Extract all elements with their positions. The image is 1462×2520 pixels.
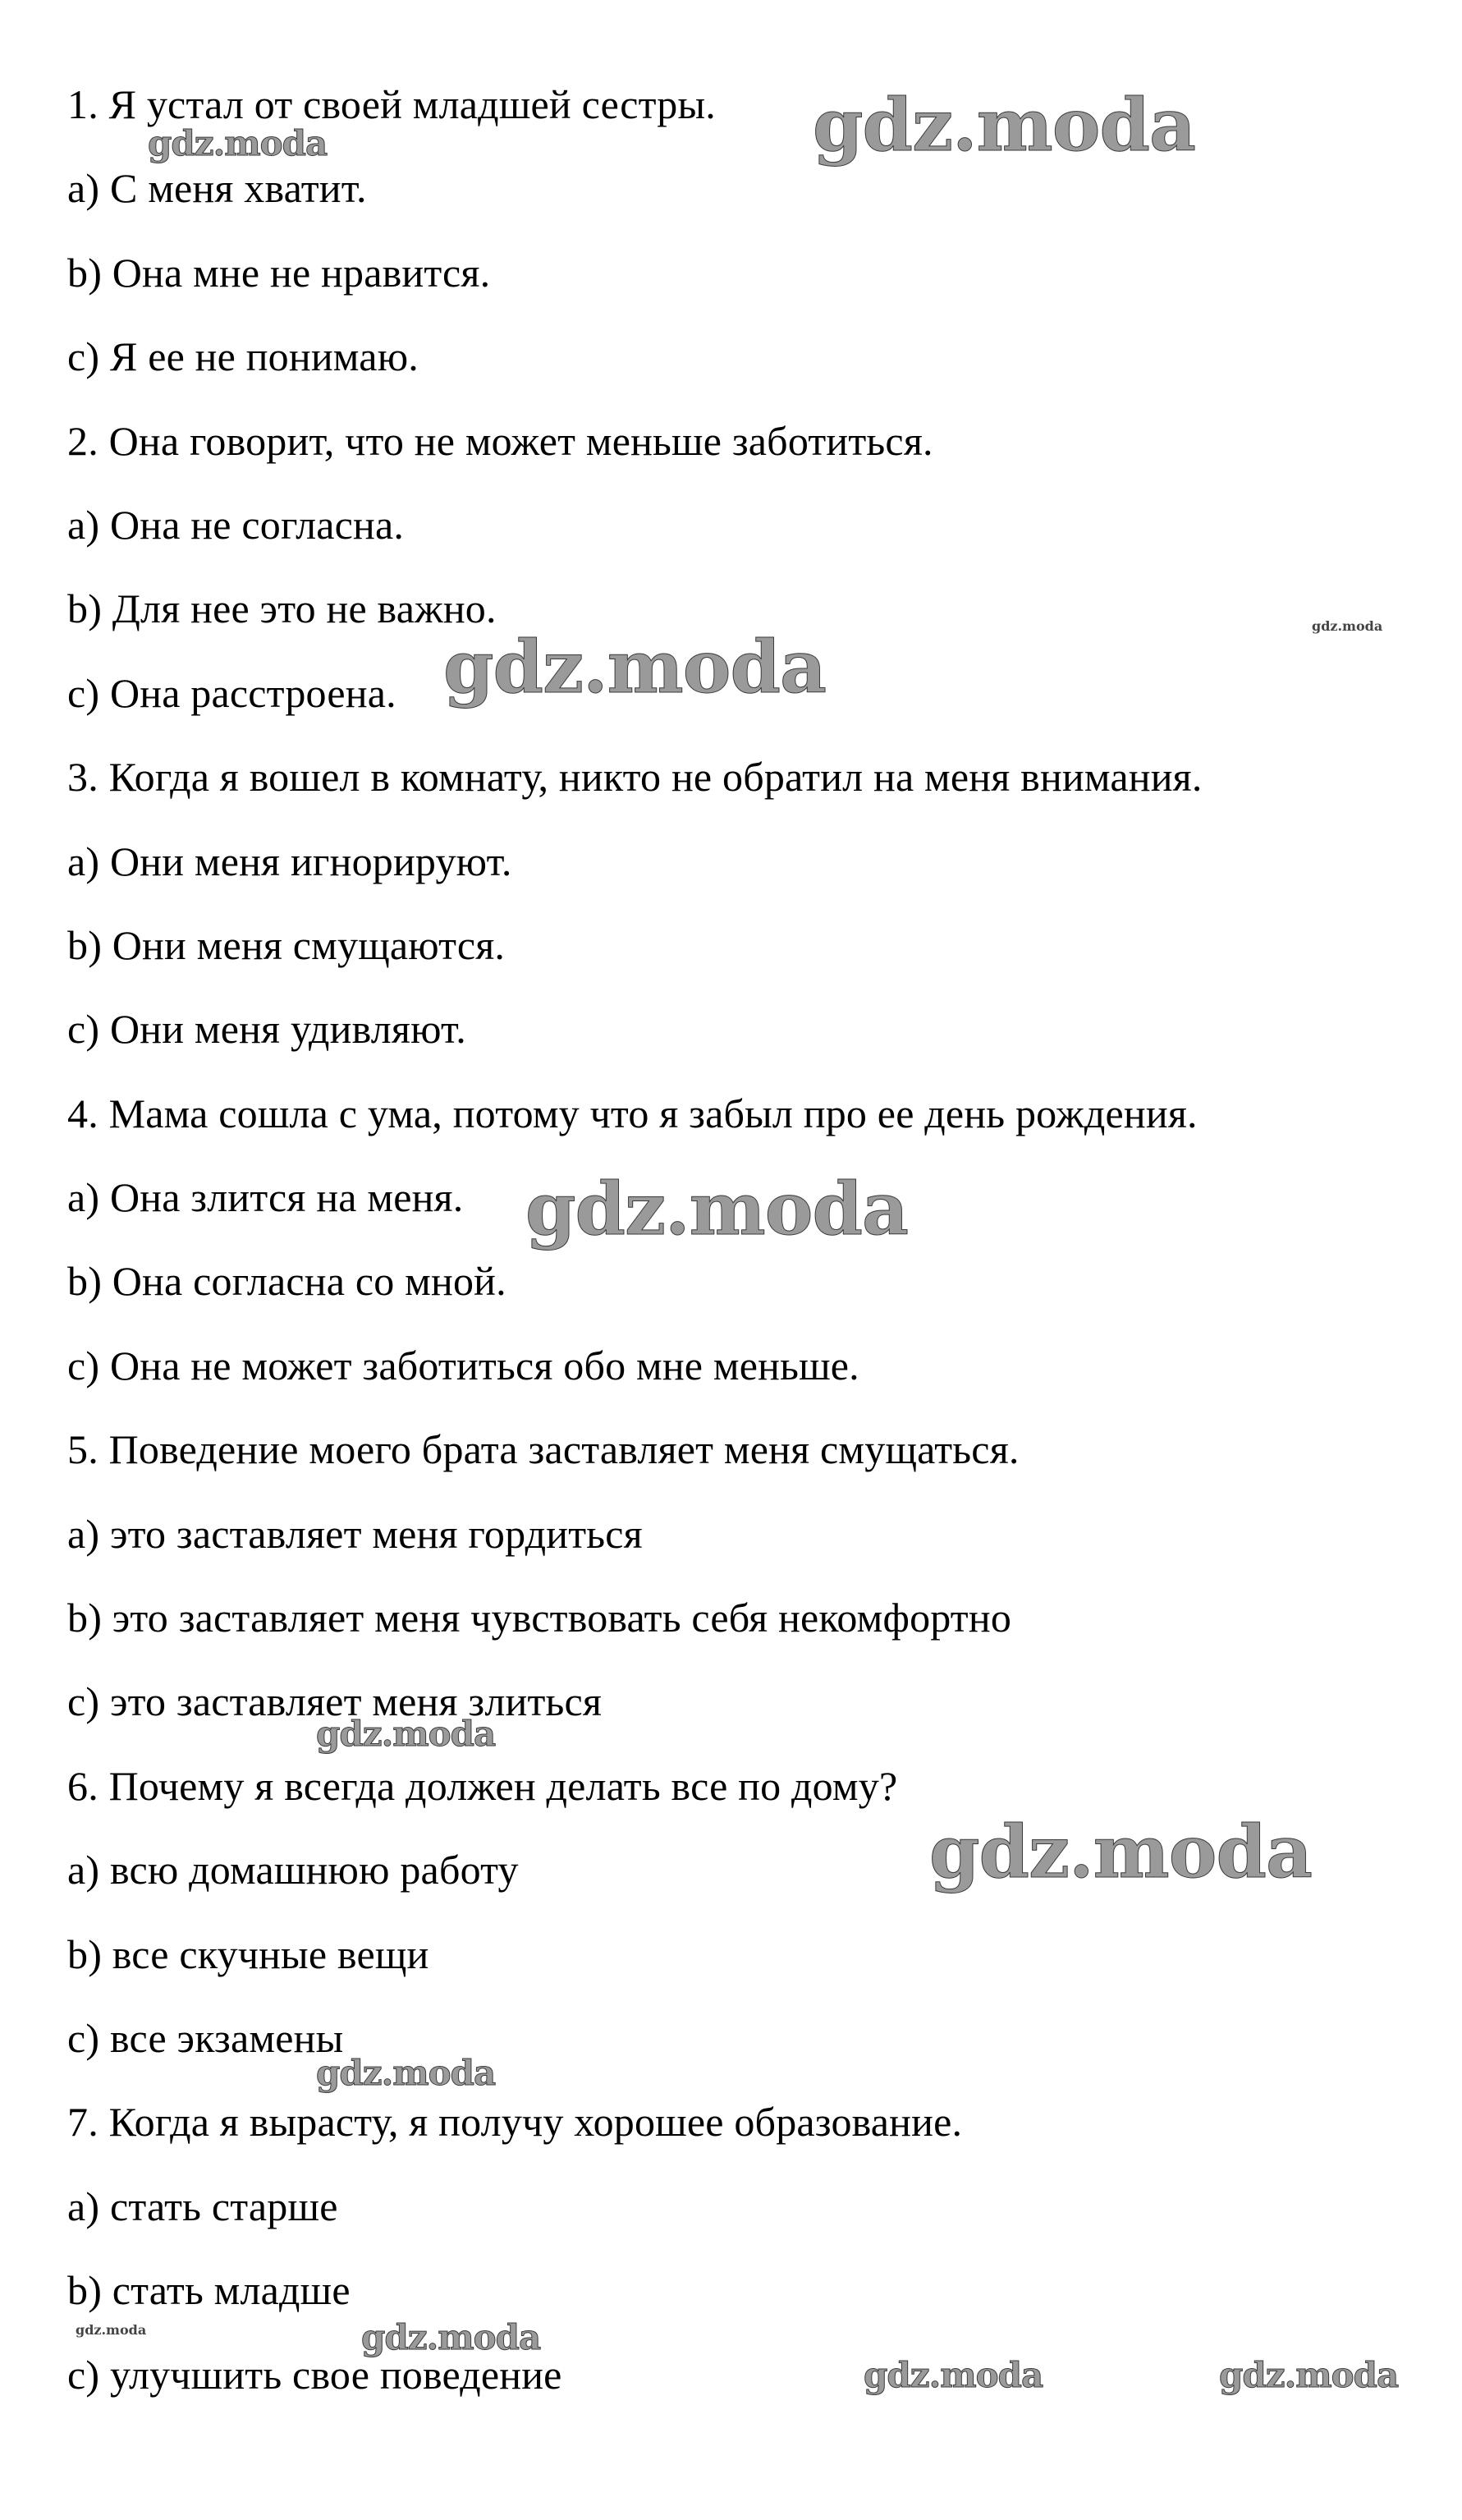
- answer-6a: a) всю домашнюю работу: [67, 1847, 519, 1893]
- answer-5a: a) это заставляет меня гордиться: [67, 1510, 643, 1557]
- answer-4c: c) Она не может заботиться обо мне меньше.: [67, 1342, 859, 1389]
- watermark: gdz.moda: [525, 1166, 909, 1251]
- answer-2c: c) Она расстроена.: [67, 669, 396, 716]
- answer-5b: b) это заставляет меня чувствовать себя некомфортно: [67, 1595, 1012, 1641]
- answer-6c: c) все экзамены: [67, 2014, 344, 2061]
- question-6: 6. Почему я всегда должен делать все по дому?: [67, 1762, 898, 1809]
- answer-6b: b) все скучные вещи: [67, 1930, 429, 1977]
- watermark: gdz.moda: [76, 2322, 147, 2338]
- watermark: gdz.moda: [316, 1714, 496, 1754]
- answer-3a: a) Они меня игнорируют.: [67, 838, 512, 884]
- watermark: gdz.moda: [148, 123, 328, 163]
- answer-4a: a) Она злится на меня.: [67, 1174, 464, 1221]
- watermark: gdz.moda: [361, 2317, 541, 2357]
- answer-5c: c) это заставляет меня злиться: [67, 1678, 603, 1725]
- answer-1b: b) Она мне не нравится.: [67, 249, 491, 296]
- watermark: gdz.moda: [443, 624, 827, 709]
- answer-3b: b) Они меня смущаются.: [67, 921, 506, 968]
- watermark: gdz.moda: [1219, 2355, 1399, 2395]
- watermark: gdz.moda: [813, 82, 1196, 168]
- answer-7c: c) улучшить свое поведение: [67, 2351, 562, 2398]
- watermark: gdz.moda: [316, 2053, 496, 2093]
- question-5: 5. Поведение моего брата заставляет меня смущаться.: [67, 1426, 1020, 1473]
- answer-1c: c) Я ее не понимаю.: [67, 333, 419, 380]
- watermark: gdz.moda: [864, 2355, 1043, 2395]
- watermark: gdz.moda: [1312, 618, 1383, 634]
- question-3: 3. Когда я вошел в комнату, никто не обратил на меня внимания.: [67, 754, 1203, 801]
- answer-2a: a) Она не согласна.: [67, 501, 405, 548]
- answer-1a: a) С меня хватит.: [67, 165, 367, 212]
- question-7: 7. Когда я вырасту, я получу хорошее образование.: [67, 2099, 963, 2146]
- question-2: 2. Она говорит, что не может меньше заботиться.: [67, 417, 933, 464]
- document-body: [67, 62, 1446, 2417]
- answer-4b: b) Она согласна со мной.: [67, 1258, 506, 1305]
- answer-2b: b) Для нее это не важно.: [67, 585, 497, 632]
- answer-7a: a) стать старше: [67, 2183, 338, 2229]
- question-4: 4. Мама сошла с ума, потому что я забыл про ее день рождения.: [67, 1090, 1198, 1136]
- answer-7b: b) стать младше: [67, 2267, 351, 2314]
- answer-3c: c) Они меня удивляют.: [67, 1006, 466, 1053]
- question-1: 1. Я устал от своей младшей сестры.: [67, 81, 716, 127]
- watermark: gdz.moda: [929, 1809, 1313, 1894]
